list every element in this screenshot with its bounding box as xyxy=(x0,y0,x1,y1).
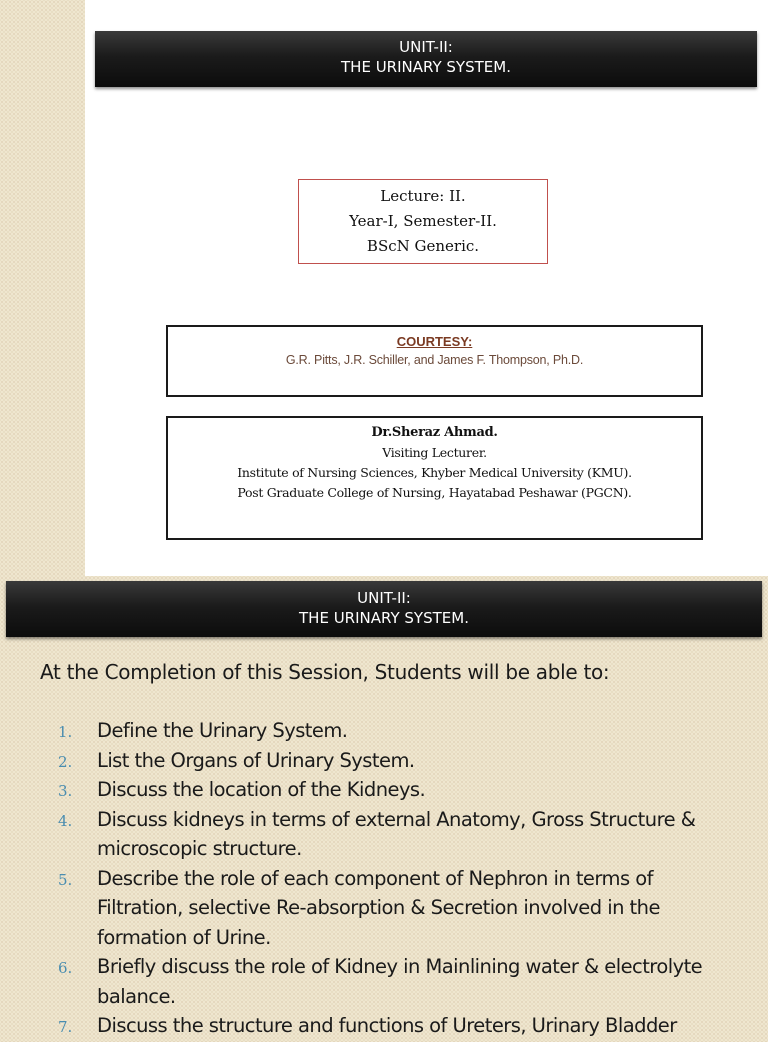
list-text: Discuss the location of the Kidneys. xyxy=(97,778,426,801)
banner-unit: UNIT-II: xyxy=(357,589,411,607)
title-banner xyxy=(95,31,757,87)
courtesy-title: COURTESY: xyxy=(396,334,473,349)
list-text: Discuss kidneys in terms of external Anatomy, Gross Structure & microscopic structure. xyxy=(97,807,696,860)
year-semester: Year-I, Semester-II. xyxy=(349,212,497,230)
banner-title: THE URINARY SYSTEM. xyxy=(341,58,511,76)
list-item xyxy=(0,952,768,1011)
author-name: Dr.Sheraz Ahmad. xyxy=(371,425,498,440)
list-text: List the Organs of Urinary System. xyxy=(97,748,415,772)
title-slide xyxy=(85,0,768,576)
lecture-info-box xyxy=(298,179,548,264)
list-text: Discuss the structure and functions of Ureters, Urinary Bladder xyxy=(97,1014,677,1037)
objectives-banner xyxy=(6,581,762,637)
list-item xyxy=(0,805,768,864)
program: BScN Generic. xyxy=(366,237,480,255)
author-role: Visiting Lecturer. xyxy=(382,445,487,460)
list-item xyxy=(0,716,768,746)
list-item xyxy=(0,775,768,805)
list-item xyxy=(0,746,768,776)
objectives-list xyxy=(0,716,768,1041)
list-text: Briefly discuss the role of Kidney in Mainlining water & electrolyte balance. xyxy=(97,955,703,1008)
list-number: 4. xyxy=(58,811,73,830)
list-number: 5. xyxy=(58,870,73,889)
courtesy-box xyxy=(166,325,703,397)
courtesy-names: G.R. Pitts, J.R. Schiller, and James F. Thompson, Ph.D. xyxy=(285,353,584,367)
list-number: 7. xyxy=(58,1018,73,1036)
objectives-intro: At the Completion of this Session, Students will be able to: xyxy=(40,660,610,684)
list-number: 1. xyxy=(58,723,73,741)
author-box xyxy=(166,416,703,540)
list-text: Define the Urinary System. xyxy=(97,719,348,742)
banner-unit: UNIT-II: xyxy=(399,38,453,56)
author-affiliation-2: Post Graduate College of Nursing, Hayatabad Peshawar (PGCN). xyxy=(237,485,632,500)
banner-title: THE URINARY SYSTEM. xyxy=(299,609,469,627)
lecture-number: Lecture: II. xyxy=(380,187,466,205)
list-text: Describe the role of each component of Nephron in terms of Filtration, selective Re-absorption & Secretion involved in the formation of Urine. xyxy=(97,866,660,949)
list-number: 2. xyxy=(58,752,73,771)
list-item xyxy=(0,1011,768,1041)
list-item xyxy=(0,864,768,953)
list-number: 6. xyxy=(58,959,73,977)
list-number: 3. xyxy=(58,782,73,800)
author-affiliation-1: Institute of Nursing Sciences, Khyber Medical University (KMU). xyxy=(237,465,632,480)
